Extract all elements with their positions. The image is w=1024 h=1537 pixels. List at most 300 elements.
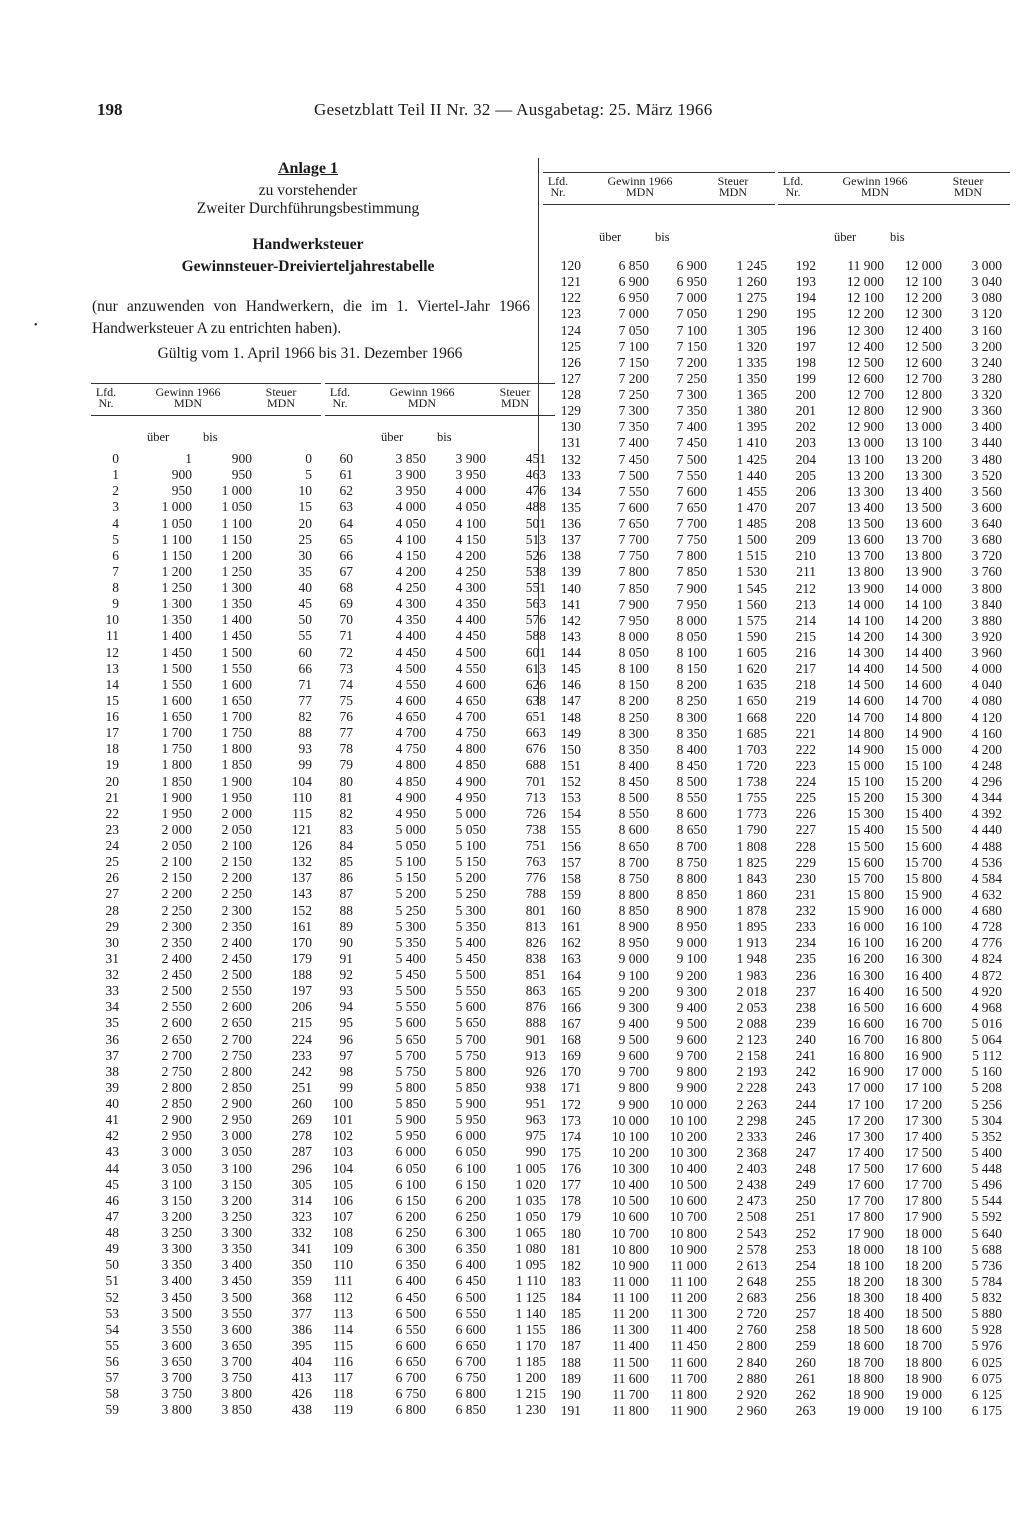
- table-row: [778, 516, 1010, 532]
- cell-lfd-nr: 156: [560, 838, 581, 854]
- table-row: [91, 483, 321, 499]
- cell-gewinn-bis: 3 900: [455, 451, 486, 466]
- table-row: [543, 1322, 775, 1338]
- cell-steuer: 2 473: [736, 1193, 767, 1209]
- cell-gewinn-ueber: 19 000: [846, 1402, 884, 1418]
- cell-gewinn-ueber: 5 350: [395, 934, 426, 950]
- table-row: [325, 532, 555, 548]
- cell-gewinn-ueber: 6 100: [395, 1176, 426, 1192]
- subheader-bis: bis: [437, 430, 452, 444]
- cell-lfd-nr: 56: [105, 1354, 119, 1369]
- cell-gewinn-bis: 4 600: [455, 676, 486, 692]
- cell-gewinn-bis: 8 000: [676, 612, 707, 628]
- cell-steuer: 1 790: [736, 822, 767, 838]
- cell-lfd-nr: 138: [560, 548, 581, 564]
- cell-lfd-nr: 44: [105, 1160, 119, 1176]
- cell-gewinn-bis: 8 500: [676, 774, 707, 789]
- cell-gewinn-ueber: 9 300: [618, 999, 649, 1015]
- table-row: [778, 919, 1010, 935]
- table-row: [325, 1322, 555, 1338]
- cell-gewinn-bis: 15 400: [904, 806, 942, 822]
- cell-lfd-nr: 25: [105, 854, 119, 870]
- cell-lfd-nr: 182: [560, 1257, 581, 1273]
- cell-gewinn-ueber: 14 900: [846, 741, 884, 757]
- col-header-steuer: [251, 387, 311, 409]
- cell-gewinn-bis: 2 700: [221, 1031, 252, 1047]
- cell-steuer: 1 738: [736, 774, 767, 789]
- cell-steuer: 538: [525, 563, 546, 579]
- cell-gewinn-ueber: 7 800: [618, 564, 649, 580]
- table-row: [543, 1080, 775, 1096]
- cell-gewinn-ueber: 6 200: [395, 1208, 426, 1224]
- cell-gewinn-bis: 14 400: [904, 645, 942, 660]
- cell-gewinn-bis: 6 950: [676, 274, 707, 290]
- cell-gewinn-bis: 8 900: [676, 903, 707, 918]
- table-row: [778, 1226, 1010, 1242]
- cell-steuer: 1 843: [736, 870, 767, 886]
- cell-lfd-nr: 239: [795, 1015, 816, 1031]
- cell-steuer: 5 976: [971, 1338, 1002, 1354]
- cell-gewinn-ueber: 2 850: [161, 1096, 192, 1111]
- cell-steuer: 3 600: [971, 499, 1002, 515]
- cell-lfd-nr: 159: [560, 886, 581, 902]
- cell-steuer: 738: [525, 821, 546, 837]
- table-row: [778, 1258, 1010, 1274]
- table-row: [778, 1322, 1010, 1338]
- cell-lfd-nr: 125: [560, 338, 581, 354]
- cell-steuer: 386: [291, 1321, 312, 1337]
- cell-steuer: 1 125: [515, 1289, 546, 1305]
- cell-gewinn-ueber: 16 000: [846, 919, 884, 935]
- cell-gewinn-ueber: 8 250: [618, 709, 649, 725]
- cell-steuer: 1 668: [736, 709, 767, 725]
- cell-steuer: 3 880: [971, 612, 1002, 628]
- cell-gewinn-bis: 10 900: [669, 1241, 707, 1257]
- table-row: [543, 1355, 775, 1371]
- table-row: [778, 500, 1010, 516]
- cell-lfd-nr: 175: [560, 1144, 581, 1160]
- table-row: [325, 806, 555, 822]
- cell-gewinn-ueber: 4 850: [395, 773, 426, 789]
- cell-steuer: 4 968: [971, 999, 1002, 1015]
- cell-steuer: 2 613: [736, 1257, 767, 1273]
- table-row: [91, 790, 321, 806]
- cell-steuer: 82: [298, 709, 312, 724]
- cell-gewinn-bis: 7 700: [676, 516, 707, 531]
- cell-gewinn-ueber: 3 550: [161, 1321, 192, 1337]
- table-row: [325, 564, 555, 580]
- cell-steuer: 60: [298, 644, 312, 660]
- cell-steuer: 242: [291, 1063, 312, 1079]
- cell-gewinn-ueber: 5 800: [395, 1079, 426, 1095]
- cell-gewinn-bis: 2 650: [221, 1015, 252, 1031]
- cell-steuer: 601: [525, 644, 546, 660]
- cell-gewinn-bis: 11 200: [670, 1290, 707, 1305]
- cell-steuer: 1 425: [736, 451, 767, 467]
- cell-steuer: 1 035: [515, 1192, 546, 1208]
- cell-gewinn-ueber: 5 000: [395, 821, 426, 837]
- cell-gewinn-bis: 18 800: [904, 1354, 942, 1370]
- cell-gewinn-ueber: 9 000: [618, 951, 649, 967]
- table-row: [543, 1290, 775, 1306]
- cell-lfd-nr: 217: [795, 661, 816, 677]
- cell-gewinn-bis: 7 950: [676, 596, 707, 612]
- cell-gewinn-bis: 6 700: [455, 1354, 486, 1369]
- cell-gewinn-bis: 5 050: [455, 821, 486, 837]
- cell-gewinn-ueber: 18 200: [846, 1273, 884, 1289]
- cell-lfd-nr: 213: [795, 596, 816, 612]
- cell-gewinn-bis: 2 400: [221, 934, 252, 950]
- cell-steuer: 1 808: [736, 838, 767, 854]
- cell-gewinn-bis: 3 750: [221, 1370, 252, 1386]
- margin-mark: •: [34, 320, 38, 331]
- table-row: [91, 1161, 321, 1177]
- cell-gewinn-ueber: 6 150: [395, 1192, 426, 1208]
- cell-lfd-nr: 244: [795, 1096, 816, 1112]
- cell-gewinn-ueber: 8 550: [618, 806, 649, 822]
- cell-gewinn-ueber: 14 400: [846, 661, 884, 677]
- table-row: [91, 757, 321, 773]
- cell-gewinn-bis: 10 200: [669, 1128, 707, 1144]
- table-column: [778, 258, 1010, 1419]
- cell-gewinn-ueber: 11 200: [612, 1306, 649, 1322]
- cell-gewinn-bis: 2 150: [221, 854, 252, 870]
- cell-lfd-nr: 201: [795, 403, 816, 419]
- header-rule-top: [778, 172, 1010, 173]
- table-row: [543, 645, 775, 661]
- cell-gewinn-bis: 4 350: [455, 596, 486, 612]
- table-row: [325, 854, 555, 870]
- cell-steuer: 663: [525, 725, 546, 741]
- cell-lfd-nr: 154: [560, 806, 581, 822]
- cell-gewinn-ueber: 3 850: [395, 451, 426, 466]
- table-row: [543, 855, 775, 871]
- cell-steuer: 350: [291, 1257, 312, 1273]
- cell-lfd-nr: 82: [339, 805, 353, 821]
- cell-gewinn-ueber: 4 450: [395, 644, 426, 660]
- cell-steuer: 1 703: [736, 741, 767, 757]
- cell-steuer: 576: [525, 612, 546, 628]
- table-row: [325, 1128, 555, 1144]
- cell-gewinn-ueber: 1 250: [161, 580, 192, 595]
- cell-gewinn-bis: 1 800: [221, 741, 252, 757]
- cell-steuer: 1 005: [515, 1160, 546, 1176]
- cell-steuer: 1 200: [515, 1370, 546, 1386]
- cell-lfd-nr: 58: [105, 1386, 119, 1402]
- header-rule-bottom: [91, 415, 321, 416]
- cell-gewinn-bis: 14 700: [904, 693, 942, 709]
- cell-gewinn-ueber: 14 300: [846, 645, 884, 660]
- table-row: [543, 1274, 775, 1290]
- cell-gewinn-ueber: 7 150: [618, 354, 649, 370]
- cell-steuer: 4 440: [971, 822, 1002, 838]
- cell-gewinn-ueber: 5 500: [395, 983, 426, 999]
- cell-lfd-nr: 87: [339, 886, 353, 902]
- cell-steuer: 188: [291, 967, 312, 982]
- cell-gewinn-bis: 5 600: [455, 999, 486, 1015]
- cell-steuer: 2 403: [736, 1161, 767, 1176]
- cell-gewinn-ueber: 4 500: [395, 660, 426, 676]
- cell-lfd-nr: 13: [105, 660, 119, 676]
- cell-gewinn-ueber: 17 700: [846, 1193, 884, 1209]
- cell-gewinn-bis: 13 900: [904, 564, 942, 580]
- table-row: [543, 1129, 775, 1145]
- cell-gewinn-bis: 17 300: [904, 1112, 942, 1128]
- table-row: [91, 999, 321, 1015]
- cell-gewinn-ueber: 3 200: [161, 1208, 192, 1224]
- cell-gewinn-ueber: 2 700: [161, 1047, 192, 1063]
- cell-gewinn-ueber: 7 900: [618, 596, 649, 612]
- cell-steuer: 5 736: [971, 1257, 1002, 1273]
- cell-steuer: 876: [525, 999, 546, 1015]
- cell-gewinn-bis: 7 650: [676, 499, 707, 515]
- cell-gewinn-ueber: 15 500: [846, 838, 884, 854]
- cell-steuer: 4 080: [971, 693, 1002, 709]
- table-row: [778, 1161, 1010, 1177]
- cell-lfd-nr: 225: [795, 790, 816, 806]
- cell-gewinn-bis: 7 000: [676, 290, 707, 306]
- cell-gewinn-bis: 2 200: [221, 870, 252, 886]
- cell-steuer: 170: [291, 934, 312, 950]
- cell-lfd-nr: 147: [560, 693, 581, 709]
- cell-steuer: 4 872: [971, 967, 1002, 983]
- cell-gewinn-ueber: 4 800: [395, 757, 426, 773]
- cell-gewinn-ueber: 7 450: [618, 451, 649, 467]
- cell-lfd-nr: 1: [112, 467, 119, 483]
- table-row: [91, 1177, 321, 1193]
- cell-gewinn-bis: 4 250: [455, 563, 486, 579]
- cell-gewinn-bis: 6 550: [455, 1305, 486, 1321]
- table-row: [543, 1338, 775, 1354]
- table-row: [543, 984, 775, 1000]
- cell-gewinn-ueber: 4 350: [395, 612, 426, 628]
- page-number: 198: [97, 100, 123, 119]
- cell-gewinn-ueber: 2 000: [161, 821, 192, 837]
- cell-lfd-nr: 36: [105, 1031, 119, 1047]
- cell-lfd-nr: 107: [332, 1208, 353, 1224]
- cell-steuer: 638: [525, 692, 546, 708]
- table-row: [543, 613, 775, 629]
- subheader-bis: bis: [203, 430, 218, 444]
- cell-gewinn-ueber: 17 600: [846, 1177, 884, 1193]
- cell-steuer: 1 470: [736, 499, 767, 515]
- cell-lfd-nr: 180: [560, 1225, 581, 1241]
- cell-gewinn-ueber: 950: [171, 483, 192, 499]
- cell-gewinn-bis: 7 750: [676, 532, 707, 548]
- cell-gewinn-ueber: 9 900: [618, 1096, 649, 1112]
- cell-gewinn-ueber: 6 550: [395, 1321, 426, 1337]
- cell-steuer: 1 260: [736, 274, 767, 290]
- cell-lfd-nr: 161: [560, 919, 581, 935]
- header-gewinn: Gewinn 1966: [842, 174, 908, 188]
- cell-lfd-nr: 111: [333, 1273, 353, 1289]
- table-row: [325, 628, 555, 644]
- cell-lfd-nr: 172: [560, 1096, 581, 1112]
- table-row: [778, 290, 1010, 306]
- cell-gewinn-ueber: 4 250: [395, 580, 426, 595]
- table-row: [91, 612, 321, 628]
- table-row: [778, 532, 1010, 548]
- table-row: [778, 419, 1010, 435]
- cell-lfd-nr: 6: [112, 547, 119, 563]
- cell-lfd-nr: 174: [560, 1128, 581, 1144]
- cell-gewinn-ueber: 5 050: [395, 838, 426, 853]
- cell-lfd-nr: 152: [560, 774, 581, 789]
- validity-period: Gültig vom 1. April 1966 bis 31. Dezember 1966: [157, 345, 463, 362]
- cell-steuer: 5: [305, 467, 312, 483]
- cell-lfd-nr: 0: [112, 451, 119, 466]
- cell-gewinn-ueber: 4 600: [395, 692, 426, 708]
- cell-gewinn-ueber: 13 600: [846, 532, 884, 548]
- cell-gewinn-ueber: 8 100: [618, 661, 649, 677]
- cell-steuer: 296: [291, 1160, 312, 1176]
- cell-gewinn-bis: 5 550: [455, 983, 486, 999]
- cell-gewinn-bis: 8 700: [676, 838, 707, 854]
- cell-gewinn-ueber: 1 650: [161, 709, 192, 724]
- cell-gewinn-bis: 16 900: [904, 1048, 942, 1064]
- cell-steuer: 152: [291, 902, 312, 918]
- cell-steuer: 1 878: [736, 903, 767, 918]
- cell-gewinn-ueber: 10 700: [611, 1225, 649, 1241]
- cell-gewinn-bis: 17 800: [904, 1193, 942, 1209]
- cell-steuer: 3 920: [971, 628, 1002, 644]
- cell-steuer: 626: [525, 676, 546, 692]
- cell-steuer: 395: [291, 1337, 312, 1353]
- cell-gewinn-bis: 15 700: [904, 854, 942, 870]
- cell-steuer: 4 040: [971, 677, 1002, 693]
- cell-steuer: 1 110: [516, 1273, 546, 1289]
- table-row: [778, 774, 1010, 790]
- table-row: [778, 871, 1010, 887]
- cell-gewinn-ueber: 11 300: [612, 1322, 649, 1338]
- cell-lfd-nr: 21: [105, 789, 119, 805]
- cell-steuer: 2 018: [736, 983, 767, 999]
- cell-lfd-nr: 2: [112, 483, 119, 499]
- cell-lfd-nr: 203: [795, 435, 816, 451]
- cell-steuer: 1 215: [515, 1386, 546, 1402]
- table-row: [91, 854, 321, 870]
- cell-gewinn-ueber: 12 500: [846, 354, 884, 370]
- cell-steuer: 4 488: [971, 838, 1002, 854]
- cell-steuer: 2 228: [736, 1080, 767, 1096]
- cell-gewinn-ueber: 13 800: [846, 564, 884, 580]
- cell-lfd-nr: 135: [560, 499, 581, 515]
- annex-intro: [88, 160, 528, 276]
- cell-lfd-nr: 141: [560, 596, 581, 612]
- cell-steuer: 2 720: [736, 1306, 767, 1322]
- table-row: [543, 1403, 775, 1419]
- col-header-lfd-nr: [539, 176, 577, 198]
- cell-lfd-nr: 150: [560, 741, 581, 757]
- header-gewinn: Gewinn 1966: [389, 385, 455, 399]
- cell-lfd-nr: 39: [105, 1079, 119, 1095]
- header-mdn: MDN: [407, 396, 436, 410]
- cell-steuer: 5 064: [971, 1032, 1002, 1047]
- cell-steuer: 0: [305, 451, 312, 466]
- table-row: [543, 774, 775, 790]
- cell-gewinn-ueber: 14 800: [846, 725, 884, 741]
- table-row: [325, 1032, 555, 1048]
- cell-steuer: 3 360: [971, 403, 1002, 419]
- cell-gewinn-ueber: 7 200: [618, 370, 649, 386]
- cell-gewinn-bis: 10 800: [669, 1225, 707, 1241]
- table-row: [778, 452, 1010, 468]
- cell-gewinn-ueber: 5 700: [395, 1047, 426, 1063]
- table-row: [325, 1193, 555, 1209]
- cell-gewinn-bis: 16 800: [904, 1032, 942, 1047]
- subheader-ueber: über: [381, 430, 404, 444]
- cell-gewinn-ueber: 12 300: [846, 322, 884, 338]
- cell-gewinn-ueber: 18 000: [846, 1241, 884, 1257]
- cell-gewinn-bis: 7 500: [676, 451, 707, 467]
- cell-lfd-nr: 17: [105, 725, 119, 741]
- cell-steuer: 115: [292, 805, 312, 821]
- cell-gewinn-bis: 10 400: [669, 1161, 707, 1176]
- cell-gewinn-bis: 9 700: [676, 1048, 707, 1064]
- cell-lfd-nr: 60: [339, 451, 353, 466]
- cell-gewinn-bis: 13 400: [904, 483, 942, 499]
- cell-lfd-nr: 12: [105, 644, 119, 660]
- cell-lfd-nr: 231: [795, 886, 816, 902]
- header-rule-bottom: [325, 415, 555, 416]
- cell-gewinn-ueber: 5 900: [395, 1112, 426, 1128]
- cell-lfd-nr: 102: [332, 1128, 353, 1144]
- cell-steuer: 863: [525, 983, 546, 999]
- cell-lfd-nr: 98: [339, 1063, 353, 1079]
- table-row: [91, 693, 321, 709]
- table-row: [325, 709, 555, 725]
- cell-steuer: 6 075: [971, 1370, 1002, 1386]
- cell-steuer: 55: [298, 628, 312, 644]
- cell-lfd-nr: 20: [105, 773, 119, 789]
- table-row: [778, 1097, 1010, 1113]
- table-row: [543, 1306, 775, 1322]
- cell-gewinn-ueber: 3 100: [161, 1176, 192, 1192]
- cell-gewinn-ueber: 2 350: [161, 934, 192, 950]
- cell-gewinn-bis: 9 500: [676, 1015, 707, 1031]
- cell-steuer: 1 365: [736, 387, 767, 402]
- cell-gewinn-ueber: 5 400: [395, 950, 426, 966]
- cell-lfd-nr: 166: [560, 999, 581, 1015]
- cell-gewinn-ueber: 3 500: [161, 1305, 192, 1321]
- cell-steuer: 137: [291, 870, 312, 886]
- table-row: [325, 1048, 555, 1064]
- cell-lfd-nr: 249: [795, 1177, 816, 1193]
- cell-gewinn-bis: 7 850: [676, 564, 707, 580]
- cell-steuer: 45: [298, 596, 312, 612]
- cell-lfd-nr: 55: [105, 1337, 119, 1353]
- table-row: [325, 919, 555, 935]
- cell-gewinn-bis: 14 200: [904, 612, 942, 628]
- cell-gewinn-bis: 7 550: [676, 467, 707, 483]
- table-column: [543, 258, 775, 1419]
- cell-lfd-nr: 169: [560, 1048, 581, 1064]
- table-row: [543, 581, 775, 597]
- table-row: [543, 693, 775, 709]
- cell-steuer: 1 305: [736, 322, 767, 338]
- table-row: [91, 903, 321, 919]
- table-row: [778, 435, 1010, 451]
- cell-gewinn-bis: 8 650: [676, 822, 707, 838]
- cell-gewinn-bis: 4 150: [455, 531, 486, 547]
- cell-steuer: 1 545: [736, 580, 767, 596]
- table-row: [778, 710, 1010, 726]
- cell-lfd-nr: 194: [795, 290, 816, 306]
- cell-lfd-nr: 35: [105, 1015, 119, 1031]
- cell-lfd-nr: 183: [560, 1273, 581, 1289]
- cell-gewinn-bis: 6 800: [455, 1386, 486, 1402]
- cell-gewinn-bis: 5 000: [455, 805, 486, 821]
